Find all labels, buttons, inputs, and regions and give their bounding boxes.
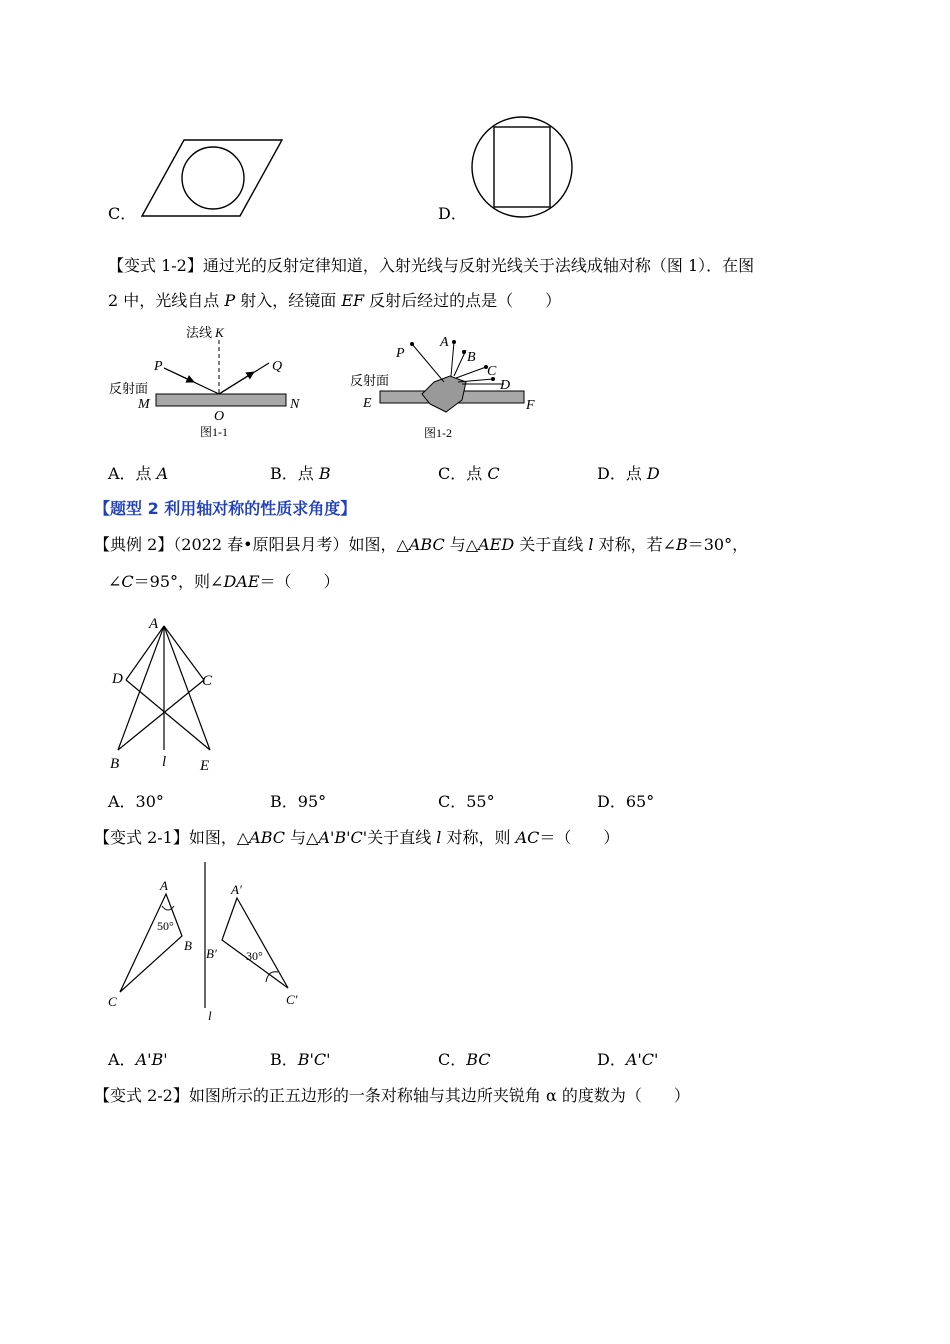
svg-text:F: F xyxy=(526,398,535,413)
figure-1-2 xyxy=(346,330,536,445)
svg-text:M: M xyxy=(138,397,150,412)
option-d-label: D． xyxy=(438,204,467,223)
svg-text:B: B xyxy=(110,756,120,772)
option-d[interactable]: D．A'C' xyxy=(597,1050,659,1069)
variant-tag: 【变式 2-2】 xyxy=(94,1086,189,1105)
variant-2-1-line: 【变式 2-1】如图，△ABC 与△A'B'C'关于直线 l 对称，则 AC＝（ ） xyxy=(94,828,620,847)
svg-text:P: P xyxy=(154,359,163,374)
svg-text:B′: B′ xyxy=(206,946,217,961)
inscribed-rectangle xyxy=(494,127,550,207)
svg-text:E: E xyxy=(363,396,372,411)
option-d[interactable]: D．点 D xyxy=(597,464,660,483)
figure-caption: 图1-1 xyxy=(200,425,228,439)
variant-1-2-line2: 2 中，光线自点 P 射入，经镜面 EF 反射后经过的点是（ ） xyxy=(108,291,562,310)
example-2-figure xyxy=(100,612,230,777)
option-c-label: C． xyxy=(108,204,137,223)
svg-text:C: C xyxy=(108,994,117,1009)
svg-text:D: D xyxy=(112,671,123,687)
svg-text:图1-2: 图1-2 xyxy=(424,426,452,440)
svg-text:O: O xyxy=(214,409,225,424)
svg-text:A′: A′ xyxy=(231,882,242,897)
svg-text:反射面: 反射面 xyxy=(109,381,149,396)
option-b[interactable]: B．95° xyxy=(270,792,327,811)
example-tag: 【典例 2】 xyxy=(94,535,174,554)
option-c[interactable]: C．55° xyxy=(438,792,495,811)
svg-text:C: C xyxy=(202,673,213,689)
figure-1-1 xyxy=(104,318,314,443)
svg-text:C: C xyxy=(487,364,497,379)
option-a[interactable]: A．点 A xyxy=(108,464,169,483)
option-d[interactable]: D．65° xyxy=(597,792,655,811)
svg-text:l: l xyxy=(208,1008,212,1023)
svg-text:A: A xyxy=(149,616,159,632)
svg-text:P: P xyxy=(396,346,405,361)
parallelogram xyxy=(142,140,282,216)
svg-text:A: A xyxy=(440,335,449,350)
svg-text:l: l xyxy=(162,754,167,770)
option-a[interactable]: A．A'B' xyxy=(108,1050,168,1069)
option-c[interactable]: C．BC xyxy=(438,1050,491,1069)
inscribed-circle xyxy=(182,147,244,209)
option-a[interactable]: A．30° xyxy=(108,792,164,811)
variant-tag: 【变式 2-1】 xyxy=(94,828,189,847)
variant-tag: 【变式 1-2】 xyxy=(108,256,203,275)
svg-text:50°: 50° xyxy=(157,919,174,933)
question-text: 如图所示的正五边形的一条对称轴与其边所夹锐角 α 的度数为（ ） xyxy=(188,1086,690,1105)
variant-1-2-line1 xyxy=(108,255,754,277)
option-c[interactable]: C．点 C xyxy=(438,464,500,483)
svg-text:A: A xyxy=(160,878,168,893)
circumscribed-circle xyxy=(472,117,572,217)
normal-label: 法线 xyxy=(186,325,213,340)
svg-text:Q: Q xyxy=(272,359,283,374)
variant-2-2-line xyxy=(94,1085,690,1107)
example-2-line1: 【典例 2】（2022 春•原阳县月考）如图，△ABC 与△AED 关于直线 l 对称，若∠B＝30°， xyxy=(94,535,749,554)
variant-2-1-figure xyxy=(100,858,315,1028)
mirror-mn xyxy=(156,394,286,406)
option-b[interactable]: B．点 B xyxy=(270,464,331,483)
option-b[interactable]: B．B'C' xyxy=(270,1050,331,1069)
question-text: 通过光的反射定律知道，入射光线与反射光线关于法线成轴对称（图 1）．在图 xyxy=(202,256,755,275)
svg-text:C′: C′ xyxy=(286,992,298,1007)
svg-text:反射面: 反射面 xyxy=(350,373,390,388)
svg-text:B: B xyxy=(467,350,476,365)
svg-text:N: N xyxy=(290,397,300,412)
svg-text:D: D xyxy=(500,378,511,393)
svg-text:30°: 30° xyxy=(246,949,263,963)
section-2-title: 【题型 2 利用轴对称的性质求角度】 xyxy=(94,499,357,518)
option-c-figure xyxy=(140,138,285,220)
option-d-figure xyxy=(468,114,578,222)
svg-text:K: K xyxy=(215,325,224,340)
svg-text:E: E xyxy=(200,758,210,774)
example-2-line2: ∠C＝95°，则∠DAE＝（ ） xyxy=(108,572,340,591)
svg-text:B: B xyxy=(184,938,192,953)
